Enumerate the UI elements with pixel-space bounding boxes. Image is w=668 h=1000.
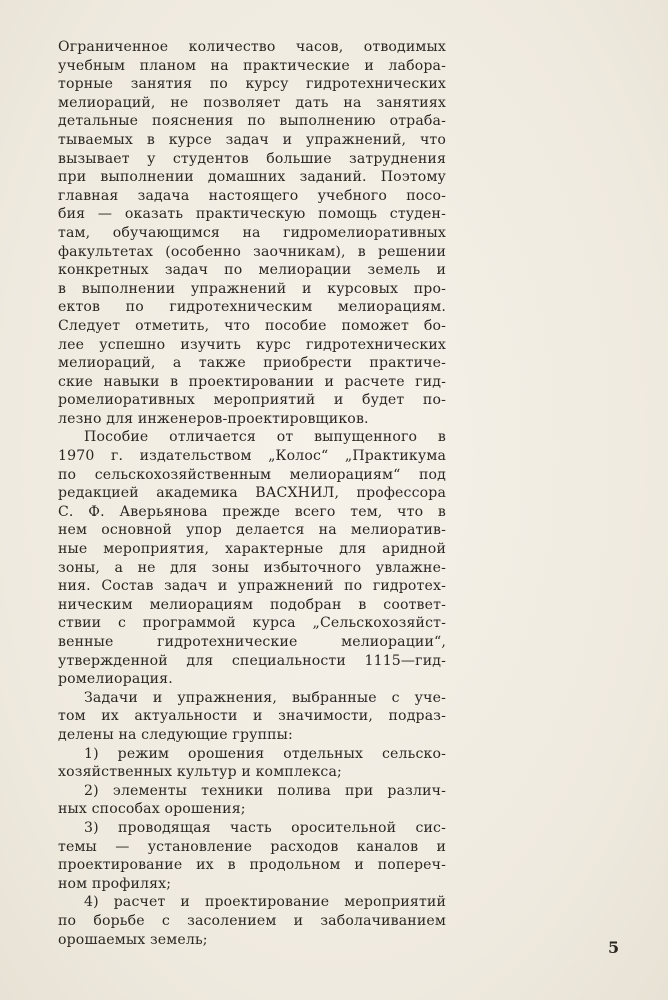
text-line: 4) расчет и проектирование мероприятий [84, 894, 446, 911]
text-line: ские навыки в проектировании и расчете гид- [58, 373, 446, 390]
text-line: хозяйственных культур и комплекса; [58, 764, 342, 781]
text-line: бия — оказать практическую помощь студен- [58, 206, 446, 223]
text-line: том их актуальности и значимости, подраз- [58, 708, 446, 725]
text-line: проектирование их в продольном и попереч- [58, 857, 446, 874]
paragraph-3 [58, 689, 446, 745]
text-line: в выполнении упражнений и курсовых про- [58, 280, 446, 297]
text-line: ных способах орошения; [58, 801, 246, 818]
paragraph-1 [58, 38, 446, 428]
text-line: 1) режим орошения отдельных сельско- [84, 745, 446, 762]
text-line: по борьбе с засолением и заболачиванием [58, 912, 446, 929]
text-line: конкретных задач по мелиорации земель и [58, 262, 446, 279]
text-line: делены на следующие группы: [58, 726, 293, 743]
text-line: орошаемых земель; [58, 931, 208, 948]
text-line: ные мероприятия, характерные для аридной [58, 541, 446, 558]
paragraph-2 [58, 428, 446, 688]
text-line: по сельскохозяйственным мелиорациям“ под [58, 466, 446, 483]
text-line: зоны, а не для зоны избыточного увлажне- [58, 559, 446, 576]
text-line: Следует отметить, что пособие поможет бо- [58, 317, 446, 334]
text-line: ническим мелиорациям подобран в соответ- [58, 596, 446, 613]
text-line: 1970 г. издательством „Колос“ „Практикума [58, 448, 446, 465]
list-item-4 [58, 893, 446, 949]
text-line: редакцией академика ВАСХНИЛ, профессора [58, 485, 446, 502]
text-line: 3) проводящая часть оросительной сис- [84, 819, 446, 836]
text-line: факультетах (особенно заочникам), в решении [58, 243, 446, 260]
text-line: тываемых в курсе задач и упражнений, что [58, 131, 446, 148]
text-line: Пособие отличается от выпущенного в [84, 429, 446, 446]
text-line: главная задача настоящего учебного посо- [58, 187, 446, 204]
text-line: лезно для инженеров-проектировщиков. [58, 410, 369, 427]
text-line: венные гидротехнические мелиорации“, [58, 634, 446, 650]
page-number: 5 [608, 938, 620, 957]
text-line: ствии с программой курса „Сельскохозяйст- [58, 615, 446, 632]
text-line: ном профилях; [58, 875, 172, 892]
text-line: 2) элементы техники полива при различ- [84, 782, 446, 799]
text-line: учебным планом на практические и лабора- [58, 57, 446, 74]
text-line: ромелиоративных мероприятий и будет по- [58, 392, 446, 409]
text-line: лее успешно изучить курс гидротехнических [58, 336, 446, 353]
text-line: там, обучающимся на гидромелиоративных [58, 224, 446, 241]
text-line: темы — установление расходов каналов и [58, 838, 446, 855]
text-line: ектов по гидротехническим мелиорациям. [58, 299, 446, 316]
list-item-2 [58, 782, 446, 819]
body-text [58, 38, 446, 949]
text-line: детальные пояснения по выполнению отраба- [58, 113, 446, 130]
list-item-1 [58, 745, 446, 782]
text-line: утвержденной для специальности 1115—гид- [58, 652, 446, 669]
text-line: Задачи и упражнения, выбранные с уче- [84, 689, 446, 706]
text-line: ния. Состав задач и упражнений по гидротех- [58, 578, 446, 595]
text-line: мелиораций, а также приобрести практиче- [58, 355, 446, 372]
text-line: торные занятия по курсу гидротехнических [58, 76, 446, 93]
text-line: Ограниченное количество часов, отводимых [58, 39, 446, 55]
text-line: при выполнении домашних заданий. Поэтому [58, 169, 446, 186]
text-line: С. Ф. Аверьянова прежде всего тем, что в [58, 503, 446, 520]
text-line: мелиораций, не позволяет дать на занятиях [58, 94, 446, 111]
text-line: нем основной упор делается на мелиоратив- [58, 522, 446, 539]
list-item-3 [58, 819, 446, 893]
text-line: ромелиорация. [58, 671, 173, 688]
text-line: вызывает у студентов большие затруднения [58, 150, 446, 167]
